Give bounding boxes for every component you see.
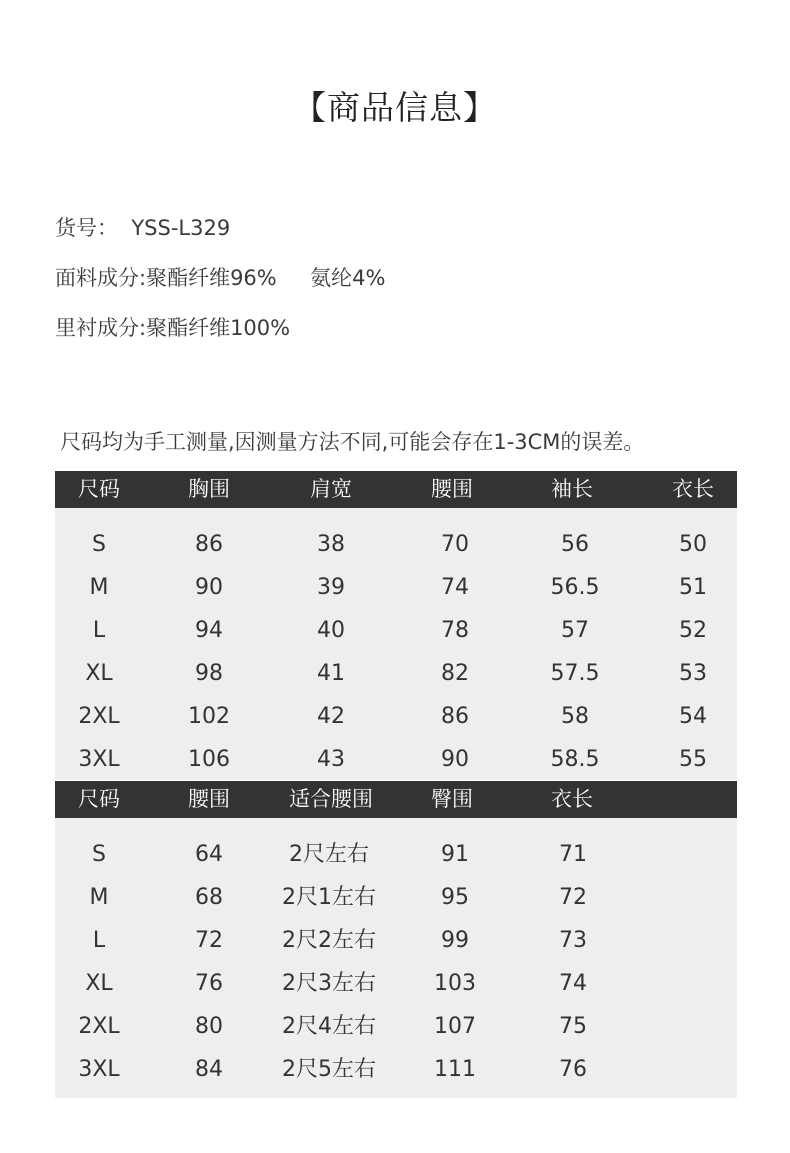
header-length: 衣长 (672, 477, 714, 501)
table-cell: 82 (441, 661, 469, 686)
table-row (55, 706, 737, 736)
table-cell: 42 (317, 704, 345, 729)
header-size: 尺码 (78, 787, 120, 811)
table-cell: 74 (441, 575, 469, 600)
header-shoulder: 肩宽 (310, 477, 352, 501)
table-cell: 68 (195, 885, 223, 910)
table-cell: 39 (317, 575, 345, 600)
table-cell: 43 (317, 747, 345, 772)
table-cell: 2尺4左右 (282, 1014, 376, 1039)
table-cell: XL (85, 661, 113, 686)
header-length: 衣长 (551, 787, 593, 811)
header-chest: 胸围 (188, 477, 230, 501)
table-cell: 57 (561, 618, 589, 643)
table-cell: 73 (559, 928, 587, 953)
table-cell: 91 (441, 842, 469, 867)
item-number: 货号： YSS-L329 (55, 216, 231, 240)
measurement-note: 尺码均为手工测量,因测量方法不同,可能会存在1-3CM的误差。 (60, 430, 645, 454)
table-row (55, 930, 737, 960)
table-cell: M (89, 885, 109, 910)
table-cell: 72 (195, 928, 223, 953)
table-cell: 75 (559, 1014, 587, 1039)
table-cell: 70 (441, 532, 469, 557)
table-cell: 107 (434, 1014, 476, 1039)
table-cell: 103 (434, 971, 476, 996)
table-cell: 3XL (78, 747, 120, 772)
table-cell: 52 (679, 618, 707, 643)
table-cell: 41 (317, 661, 345, 686)
table-cell: 53 (679, 661, 707, 686)
table-cell: 99 (441, 928, 469, 953)
table-row (55, 1016, 737, 1046)
table-row (55, 887, 737, 917)
table-row (55, 844, 737, 874)
fabric-composition: 面料成分:聚酯纤维96% 氨纶4% (55, 266, 386, 290)
table-cell: 3XL (78, 1057, 120, 1082)
table-cell: XL (85, 971, 113, 996)
table-cell: 74 (559, 971, 587, 996)
table-row (55, 620, 737, 650)
table-cell: S (92, 842, 106, 867)
table-cell: 78 (441, 618, 469, 643)
table-cell: 2尺左右 (289, 842, 369, 867)
table-cell: 90 (195, 575, 223, 600)
table-cell: 2尺5左右 (282, 1057, 376, 1082)
header-fit-waist: 适合腰围 (289, 787, 373, 811)
table-cell: 102 (188, 704, 230, 729)
header-waist: 腰围 (431, 477, 473, 501)
table-cell: 76 (195, 971, 223, 996)
table-cell: 58 (561, 704, 589, 729)
table-row (55, 663, 737, 693)
table-cell: 40 (317, 618, 345, 643)
table-row (55, 577, 737, 607)
table-cell: 72 (559, 885, 587, 910)
table-cell: 71 (559, 842, 587, 867)
table-cell: 2XL (78, 1014, 120, 1039)
table-cell: 90 (441, 747, 469, 772)
table-cell: 2尺3左右 (282, 971, 376, 996)
table-cell: L (92, 618, 106, 643)
table-cell: 84 (195, 1057, 223, 1082)
page-title: 【商品信息】 (293, 88, 497, 127)
table-cell: 55 (679, 747, 707, 772)
table-cell: 98 (195, 661, 223, 686)
table-cell: 95 (441, 885, 469, 910)
table-row (55, 749, 737, 779)
table-cell: S (92, 532, 106, 557)
lining-composition: 里衬成分:聚酯纤维100% (55, 316, 291, 340)
table-cell: 56.5 (550, 575, 600, 600)
table-header (55, 471, 737, 508)
table-cell: 86 (441, 704, 469, 729)
table-cell: 54 (679, 704, 707, 729)
table-cell: 80 (195, 1014, 223, 1039)
table-cell: L (92, 928, 106, 953)
table-cell: 86 (195, 532, 223, 557)
table-cell: 76 (559, 1057, 587, 1082)
table-cell: 2XL (78, 704, 120, 729)
table-cell: 64 (195, 842, 223, 867)
table-header (55, 781, 737, 818)
table-row (55, 1059, 737, 1089)
header-size: 尺码 (78, 477, 120, 501)
top-size-table (55, 471, 737, 780)
table-cell: 94 (195, 618, 223, 643)
table-cell: 111 (434, 1057, 476, 1082)
table-cell: 50 (679, 532, 707, 557)
header-waist: 腰围 (188, 787, 230, 811)
table-cell: 38 (317, 532, 345, 557)
table-cell: 58.5 (550, 747, 600, 772)
table-cell: 2尺1左右 (282, 885, 376, 910)
table-cell: 106 (188, 747, 230, 772)
header-sleeve: 袖长 (551, 477, 593, 501)
table-cell: 2尺2左右 (282, 928, 376, 953)
header-hip: 臀围 (431, 787, 473, 811)
table-row (55, 973, 737, 1003)
table-cell: M (89, 575, 109, 600)
table-cell: 56 (561, 532, 589, 557)
table-cell: 51 (679, 575, 707, 600)
bottom-size-table (55, 781, 737, 1098)
table-row (55, 534, 737, 564)
table-cell: 57.5 (550, 661, 600, 686)
